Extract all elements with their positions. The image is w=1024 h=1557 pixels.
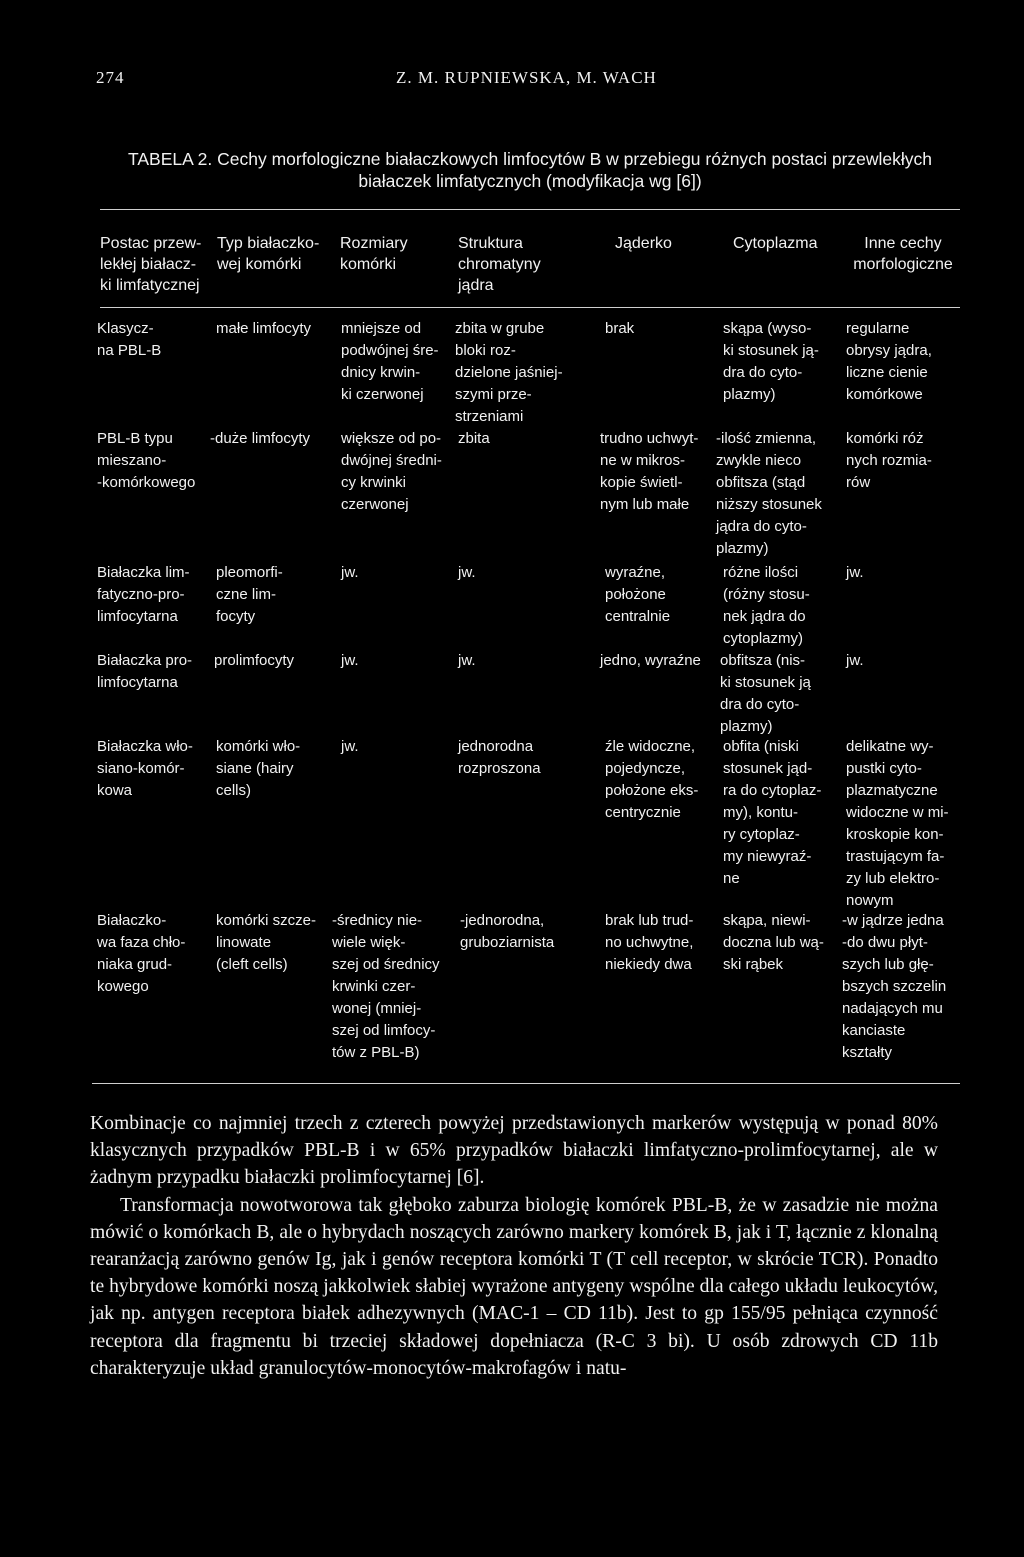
cell-size: mniejsze od podwójnej śre- dnicy krwin- ki czerwonej	[341, 320, 439, 403]
table-header-rule	[100, 307, 960, 308]
cell-nucleolus: źle widoczne, pojedyncze, położone eks- centrycznie	[605, 738, 699, 821]
cell-cytoplasm: skąpa, niewi- doczna lub wą- ski rąbek	[723, 912, 824, 973]
table-top-rule	[100, 209, 960, 210]
cell-cytoplasm: obfita (niski stosunek jąd- ra do cytoplaz- my), kontu- ry cytoplaz- my niewyraź- ne	[723, 738, 822, 887]
cell-other: -w jądrze jedna -do dwu płyt- szych lub głę- bszych szczelin nadających mu kanciaste kształty	[842, 912, 947, 1061]
column-header-nucleolus: Jąderko	[615, 235, 672, 252]
cell-cytoplasm: różne ilości (różny stosu- nek jądra do cytoplazmy)	[723, 564, 810, 647]
cell-size: większe od po- dwójnej średni- cy krwinki czerwonej	[341, 430, 442, 513]
cell-form: Białaczka wło- siano-komór- kowa	[97, 738, 193, 799]
running-title: Z. M. RUPNIEWSKA, M. WACH	[396, 68, 657, 87]
cell-size: -średnicy nie- wiele więk- szej od średnicy krwinki czer- wonej (mniej- szej od limfocy- tów z PBL-B)	[332, 912, 440, 1061]
cell-chromatin: -jednorodna, gruboziarnista	[460, 912, 555, 951]
cell-chromatin: zbita	[458, 430, 490, 447]
cell-size: jw.	[341, 652, 359, 669]
cell-nucleolus: brak	[605, 320, 635, 337]
cell-chromatin: zbita w grube bloki roz- dzielone jaśniej- szymi prze- strzeniami	[455, 320, 563, 425]
cell-size: jw.	[341, 738, 359, 755]
cell-form: Klasycz- na PBL-B	[97, 320, 162, 359]
cell-cytoplasm: -ilość zmienna, zwykle nieco obfitsza (stąd niższy stosunek jądra do cyto- plazmy)	[716, 430, 822, 557]
table-caption: TABELA 2. Cechy morfologiczne białaczkowych limfocytów B w przebiegu różnych postaci przewlekłych białaczek limfatycznych (modyfikacja wg [6])	[127, 149, 933, 191]
cell-cell-type: pleomorfi- czne lim- focyty	[216, 564, 283, 625]
table-bottom-rule	[92, 1083, 960, 1084]
cell-form: Białaczka lim- fatyczno-pro- limfocytarna	[97, 564, 190, 625]
cell-nucleolus: brak lub trud- no uchwytne, niekiedy dwa	[605, 912, 694, 973]
cell-chromatin: jw.	[458, 564, 476, 581]
page-header	[0, 68, 1024, 92]
cell-cell-type: komórki szcze- linowate (cleft cells)	[216, 912, 317, 973]
cell-chromatin: jw.	[458, 652, 476, 669]
cell-nucleolus: trudno uchwyt- ne w mikros- kopie świetl- nym lub małe	[600, 430, 699, 513]
cell-nucleolus: wyraźne, położone centralnie	[605, 564, 671, 625]
cell-cell-type: -duże limfocyty	[210, 430, 311, 447]
body-text	[90, 1110, 938, 1382]
column-header-cytoplasm: Cytoplazma	[733, 235, 818, 252]
column-header-size: Rozmiary komórki	[340, 235, 408, 273]
page-number: 274	[96, 68, 125, 87]
cell-size: jw.	[341, 564, 359, 581]
cell-cytoplasm: skąpa (wyso- ki stosunek ją- dra do cyto- plazmy)	[723, 320, 819, 403]
cell-other: jw.	[846, 564, 864, 581]
cell-cell-type: komórki wło- siane (hairy cells)	[216, 738, 301, 799]
cell-cell-type: małe limfocyty	[216, 320, 312, 337]
body-paragraph: Transformacja nowotworowa tak głęboko zaburza biologię komórek PBL-B, że w zasadzie nie można mówić o komórkach B, ale o hybrydach noszących zarówno markery komórek B, jak i T, łącznie z klonalną rearanżacją zarówno genów Ig, jak i genów receptora komórki T (T cell receptor, w skrócie TCR). Ponadto te hybrydowe komórki noszą jakkolwiek słabiej wyrażone antygeny wspólne dla całego układu leukocytów, jak np. antygen receptora białek adhezywnych (MAC-1 – CD 11b). Jest to gp 155/95 pełniąca czynność receptora dla fragmentu bi trzeciej składowej dopełniacza (R-C 3 bi). U osób zdrowych CD 11b charakteryzuje układ granulocytów-monocytów-makrofagów i natu-	[90, 1194, 938, 1379]
cell-other: komórki róż nych rozmia- rów	[846, 430, 932, 491]
cell-form: Białaczko- wa faza chło- niaka grud- kowego	[97, 912, 186, 995]
cell-form: Białaczka pro- limfocytarna	[97, 652, 193, 691]
cell-cytoplasm: obfitsza (nis- ki stosunek ją dra do cyto- plazmy)	[720, 652, 811, 735]
column-header-cell-type: Typ białaczko- wej komórki	[217, 235, 320, 273]
column-header-other: Inne cechy morfologiczne	[853, 235, 953, 273]
column-header-form: Postac przew- lekłej białacz- ki limfatycznej	[100, 235, 202, 294]
cell-chromatin: jednorodna rozproszona	[458, 738, 541, 777]
cell-other: jw.	[846, 652, 864, 669]
cell-nucleolus: jedno, wyraźne	[600, 652, 701, 669]
cell-other: delikatne wy- pustki cyto- plazmatyczne widoczne w mi- kroskopie kon- trastującym fa- zy lub elektro- nowym	[846, 738, 949, 909]
body-paragraph: Kombinacje co najmniej trzech z czterech powyżej przedstawionych markerów występują w ponad 80% klasycznych przypadków PBL-B i w 65% przypadków białaczki limfatyczno-prolimfocytarnej, ale w żadnym przypadku białaczki prolimfocytarnej [6].	[90, 1113, 938, 1189]
cell-cell-type: prolimfocyty	[214, 652, 295, 669]
cell-other: regularne obrysy jądra, liczne cienie komórkowe	[846, 320, 932, 403]
cell-form: PBL-B typu mieszano- -komórkowego	[97, 430, 196, 491]
column-header-chromatin: Struktura chromatyny jądra	[458, 235, 541, 294]
